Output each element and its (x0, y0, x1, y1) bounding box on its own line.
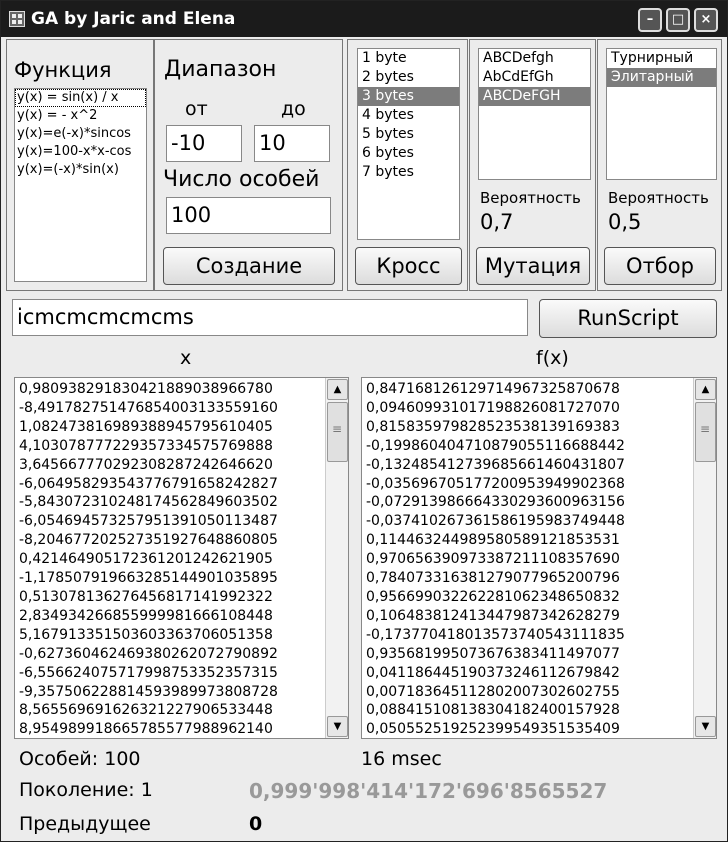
value-row[interactable]: 1,082473816989388945795610405 (19, 418, 273, 435)
mutation-probability-label: Вероятность (480, 189, 581, 207)
value-row[interactable]: 0,815835979828523538139169383 (366, 418, 620, 435)
value-row[interactable]: -9,357506228814593989973808728 (19, 683, 278, 700)
selection-probability-value[interactable]: 0,5 (608, 210, 642, 234)
close-icon[interactable]: × (694, 8, 718, 32)
bytes-item[interactable]: 1 byte (362, 50, 407, 66)
value-row[interactable]: -0,199860404710879055116688442 (366, 437, 625, 454)
value-row[interactable]: -6,054694573257951391050113487 (19, 513, 278, 530)
script-input[interactable]: icmcmcmcmcms (12, 299, 528, 336)
value-row[interactable]: -0,173770418013573740543111835 (366, 626, 625, 643)
fx-values-rows (362, 380, 692, 739)
x-scrollbar[interactable] (325, 378, 348, 738)
value-row[interactable]: -0,037410267361586195983749448 (366, 513, 625, 530)
title-bar[interactable] (1, 1, 727, 37)
minimize-icon[interactable]: – (638, 8, 662, 32)
mutation-group (469, 39, 596, 291)
selection-item[interactable]: Элитарный (607, 68, 716, 87)
value-row[interactable]: 2,834934266855999981666108448 (19, 607, 273, 624)
value-row[interactable]: -6,064958293543776791658242827 (19, 475, 278, 492)
value-row[interactable]: 0,106483812413447987342628279 (366, 607, 620, 624)
fx-column-header: f(x) (536, 347, 569, 369)
population-value: 100 (104, 748, 141, 770)
cross-button[interactable]: Кросс (355, 247, 462, 285)
value-row[interactable]: 8,954989918665785577988962140 (19, 721, 273, 738)
window-title: GA by Jaric and Elena (31, 9, 236, 29)
selection-item[interactable]: Турнирный (611, 50, 694, 66)
selection-group (597, 39, 722, 291)
bytes-item[interactable]: 5 bytes (362, 126, 414, 142)
scroll-up-icon[interactable]: ▲ (327, 379, 348, 400)
to-label: до (281, 98, 306, 120)
bytes-item[interactable]: 2 bytes (362, 69, 414, 85)
best-value: 0,999'998'414'172'696'8565527 (249, 779, 608, 803)
create-button[interactable]: Создание (163, 247, 335, 285)
selection-list[interactable] (606, 48, 717, 180)
fx-scrollbar[interactable] (693, 378, 716, 738)
mutation-list[interactable] (478, 48, 591, 180)
value-row[interactable]: 0,088415108138304182400157928 (366, 702, 620, 719)
range-group (154, 39, 343, 291)
range-from-input[interactable]: -10 (166, 125, 242, 162)
value-row[interactable]: 0,114463244989580589121853531 (366, 532, 620, 549)
function-label: Функция (14, 58, 112, 82)
value-row[interactable]: 8,565569691626321227906533448 (19, 702, 273, 719)
value-row[interactable]: 4,103078777229357334575769888 (19, 437, 273, 454)
function-item[interactable]: y(x)=e(-x)*sincos (17, 126, 131, 141)
mutation-item[interactable]: ABCDeFGH (479, 87, 590, 106)
run-script-button[interactable]: RunScript (539, 299, 717, 338)
range-to-input[interactable]: 10 (254, 125, 330, 162)
value-row[interactable]: 0,050552519252399549351535409 (366, 721, 620, 738)
mutation-item[interactable]: ABCDefgh (483, 50, 554, 66)
mutation-probability-value[interactable]: 0,7 (480, 210, 514, 234)
value-row[interactable]: -0,627360462469380262072790892 (19, 645, 278, 662)
count-label: Число особей (163, 167, 320, 192)
value-row[interactable]: 0,784073316381279077965200796 (366, 570, 620, 587)
maximize-icon[interactable]: □ (666, 8, 690, 32)
function-group (6, 39, 154, 291)
function-item[interactable]: y(x) = sin(x) / x (15, 89, 146, 107)
bytes-item[interactable]: 7 bytes (362, 164, 414, 180)
time-status: 16 msec (361, 748, 442, 770)
value-row[interactable]: -1,178507919663285144901035895 (19, 570, 278, 587)
function-item[interactable]: y(x)=100-x*x-cos (17, 144, 132, 159)
function-list[interactable] (14, 88, 147, 282)
bytes-group (347, 39, 468, 291)
population-label: Особей: (19, 748, 99, 770)
count-input[interactable]: 100 (166, 197, 331, 234)
population-status (19, 748, 141, 770)
generation-status (19, 779, 153, 801)
x-column-header: x (180, 347, 192, 369)
value-row[interactable]: -8,204677202527351927648860805 (19, 532, 278, 549)
mutate-button[interactable]: Мутация (476, 247, 590, 285)
value-row[interactable]: 5,167913351503603363706051358 (19, 626, 273, 643)
value-row[interactable]: -0,072913986664330293600963156 (366, 494, 625, 511)
value-row[interactable]: 0,970656390973387211108357690 (366, 551, 620, 568)
value-row[interactable]: 0,007183645112802007302602755 (366, 683, 620, 700)
range-label: Диапазон (164, 57, 277, 82)
x-values-rows (15, 380, 324, 739)
x-values-list[interactable] (14, 377, 349, 739)
previous-label: Предыдущее (19, 813, 151, 835)
client-area (6, 37, 722, 837)
value-row[interactable]: 0,847168126129714967325870678 (366, 381, 620, 397)
value-row[interactable]: 0,041186445190373246112679842 (366, 664, 620, 681)
value-row[interactable]: -0,035696705177200953949902368 (366, 475, 625, 492)
scroll-up-icon[interactable]: ▲ (695, 379, 716, 400)
bytes-list[interactable] (357, 48, 460, 240)
mutation-item[interactable]: AbCdEfGh (483, 69, 554, 85)
bytes-item[interactable]: 4 bytes (362, 107, 414, 123)
generation-label: Поколение: (19, 779, 135, 801)
scroll-down-icon[interactable]: ▼ (695, 716, 716, 737)
value-row[interactable]: -5,843072310248174562849603502 (19, 494, 278, 511)
previous-value: 0 (249, 813, 263, 835)
scroll-thumb[interactable] (695, 402, 716, 462)
scroll-thumb[interactable] (327, 402, 348, 462)
function-item[interactable]: y(x)=(-x)*sin(x) (17, 162, 119, 177)
scroll-down-icon[interactable]: ▼ (327, 716, 348, 737)
from-label: от (185, 98, 208, 120)
app-icon (9, 11, 25, 27)
value-row[interactable]: 3,645667770292308287242646620 (19, 456, 273, 473)
bytes-item[interactable]: 3 bytes (358, 87, 459, 106)
value-row[interactable]: -0,132485412739685661460431807 (366, 456, 625, 473)
bytes-item[interactable]: 6 bytes (362, 145, 414, 161)
select-button[interactable]: Отбор (604, 247, 716, 285)
generation-value: 1 (140, 779, 153, 801)
selection-probability-label: Вероятность (608, 189, 709, 207)
value-row[interactable]: 0,421464905172361201242621905 (19, 551, 273, 568)
function-item[interactable]: y(x) = - x^2 (17, 108, 98, 123)
value-row[interactable]: 0,513078136276456817141992322 (19, 588, 273, 605)
fx-values-list[interactable] (361, 377, 717, 739)
value-row[interactable]: 0,956699032262281062348650832 (366, 588, 620, 605)
value-row[interactable]: 0,980938291830421889038966780 (19, 381, 273, 397)
value-row[interactable]: -8,491782751476854003133559160 (19, 399, 278, 416)
value-row[interactable]: 0,935681995073676383411497077 (366, 645, 620, 662)
value-row[interactable]: -6,556624075717998753352357315 (19, 664, 278, 681)
value-row[interactable]: 0,094609931017198826081727070 (366, 399, 620, 416)
